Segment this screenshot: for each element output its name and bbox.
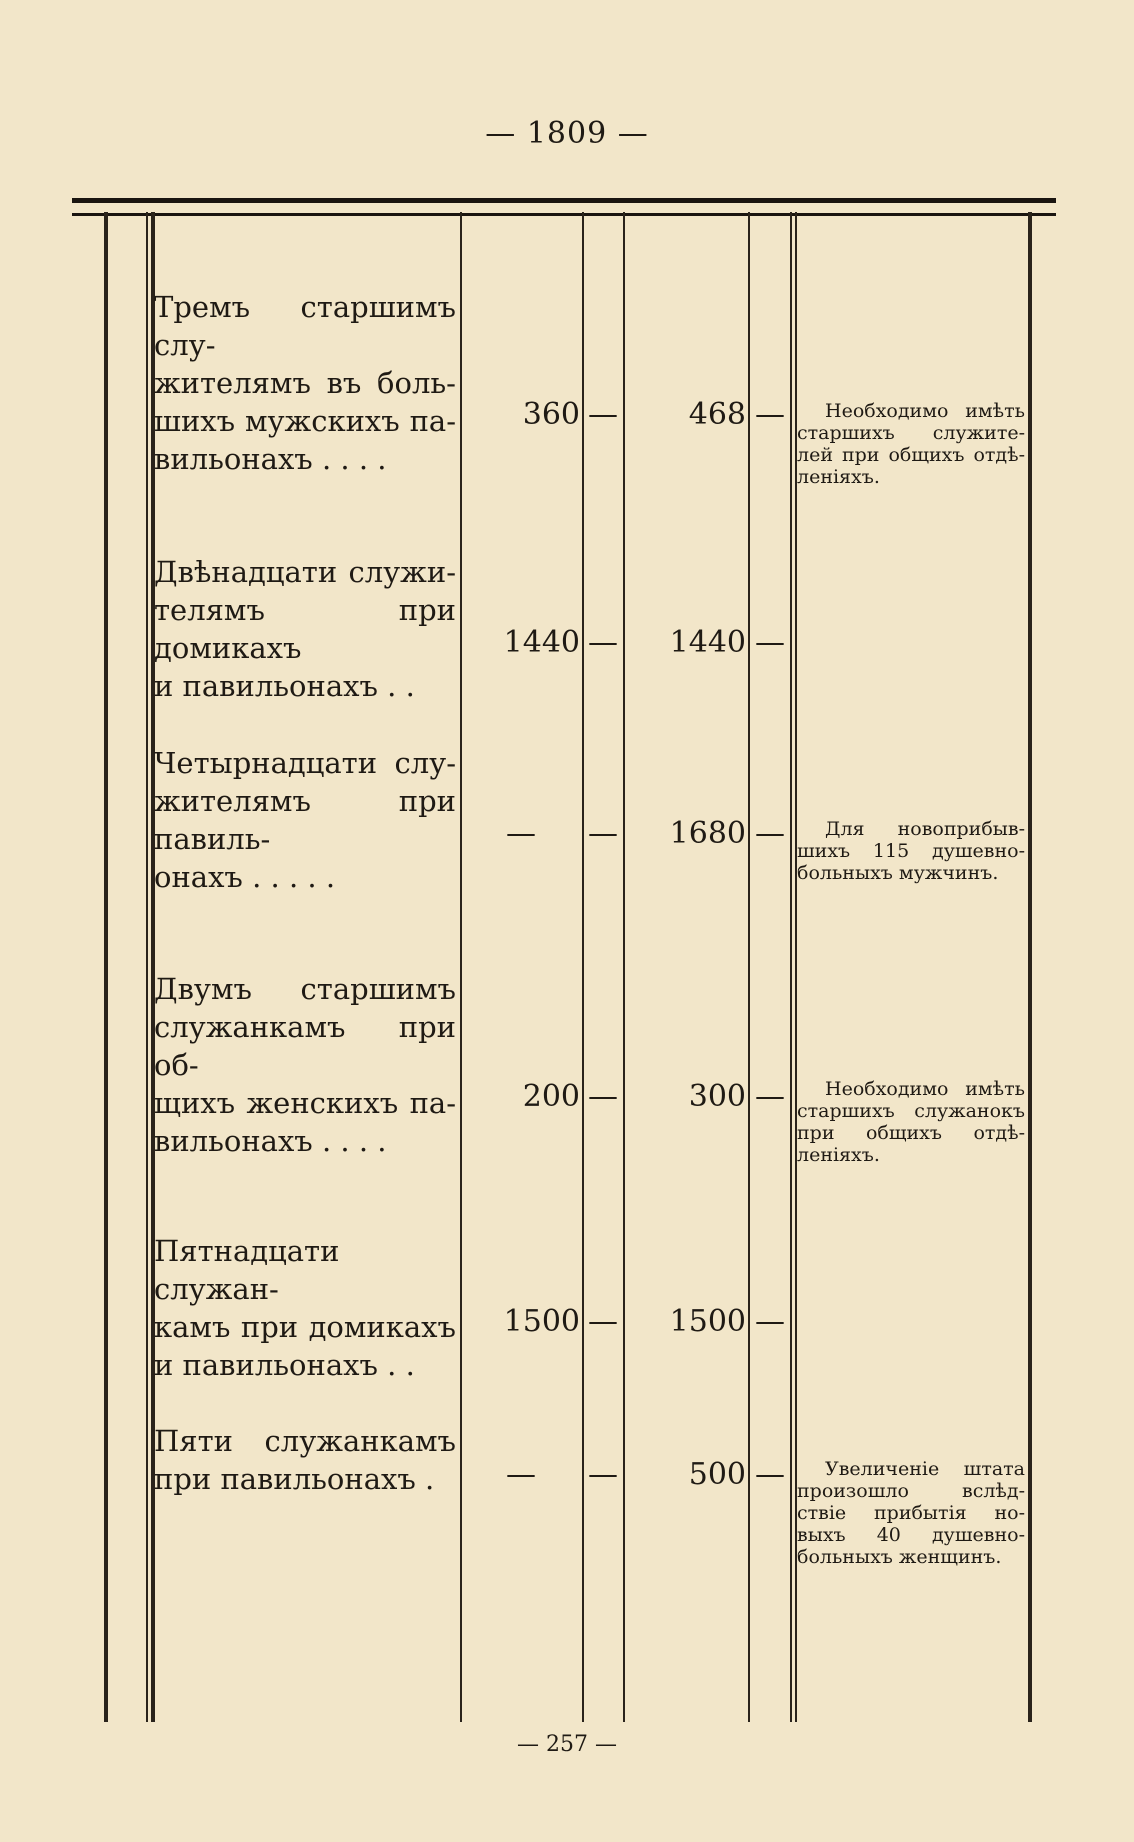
row-description: Тремъ старшимъ слу- жителямъ въ боль- шихъ мужскихъ па- вильонахъ . . . .: [154, 290, 456, 476]
amount-col1: 1500: [503, 1304, 580, 1339]
row-note: Для новоприбыв- шихъ 115 душевно- больныхъ мужчинъ.: [797, 818, 1025, 884]
amount-col2-minor: —: [755, 625, 785, 660]
amount-col1: —: [506, 816, 536, 851]
amount-col2-minor: —: [755, 1457, 785, 1492]
amount-col1-minor: —: [588, 1457, 618, 1492]
column-rule: [623, 212, 625, 1722]
column-rule: [1028, 212, 1032, 1722]
amount-col2: 300: [688, 1079, 746, 1114]
amount-col1-minor: —: [588, 1079, 618, 1114]
row-description: Двумъ старшимъ служанкамъ при об- щихъ женскихъ па- вильонахъ . . . .: [154, 972, 456, 1158]
column-rule: [582, 212, 584, 1722]
column-rule: [460, 212, 462, 1722]
amount-col2: 468: [688, 397, 746, 432]
page-header: — 1809 —: [485, 116, 649, 151]
row-description: Двѣнадцати служи- телямъ при домикахъ и павильонахъ . .: [154, 555, 456, 703]
row-note: Необходимо имѣть старшихъ служите- лей при общихъ отдѣ- леніяхъ.: [797, 400, 1025, 488]
amount-col2-minor: —: [755, 816, 785, 851]
column-rule: [748, 212, 750, 1722]
amount-col2-minor: —: [755, 1304, 785, 1339]
amount-col2: 1680: [669, 816, 746, 851]
column-rule: [146, 212, 148, 1722]
amount-col2: 1500: [669, 1304, 746, 1339]
amount-col1: —: [506, 1457, 536, 1492]
amount-col1: 200: [522, 1079, 580, 1114]
row-note: Необходимо имѣть старшихъ служанокъ при общихъ отдѣ- леніяхъ.: [797, 1078, 1025, 1166]
column-rule: [104, 212, 108, 1722]
amount-col1-minor: —: [588, 816, 618, 851]
row-description: Четырнадцати слу- жителямъ при павиль- онахъ . . . . .: [154, 746, 456, 894]
page-footer: — 257 —: [517, 1732, 617, 1757]
top-rule: [72, 198, 1056, 216]
row-description: Пяти служанкамъ при павильонахъ .: [154, 1424, 456, 1496]
amount-col1: 1440: [503, 625, 580, 660]
amount-col2: 500: [688, 1457, 746, 1492]
amount-col2-minor: —: [755, 397, 785, 432]
amount-col2-minor: —: [755, 1079, 785, 1114]
amount-col2: 1440: [669, 625, 746, 660]
row-description: Пятнадцати служан- камъ при домикахъ и павильонахъ . .: [154, 1234, 456, 1382]
amount-col1-minor: —: [588, 625, 618, 660]
column-rule: [790, 212, 792, 1722]
amount-col1-minor: —: [588, 397, 618, 432]
amount-col1-minor: —: [588, 1304, 618, 1339]
row-note: Увеличеніе штата произошло вслѣд- ствіе прибытія но- выхъ 40 душевно- больныхъ женщинъ.: [797, 1458, 1025, 1568]
amount-col1: 360: [522, 397, 580, 432]
